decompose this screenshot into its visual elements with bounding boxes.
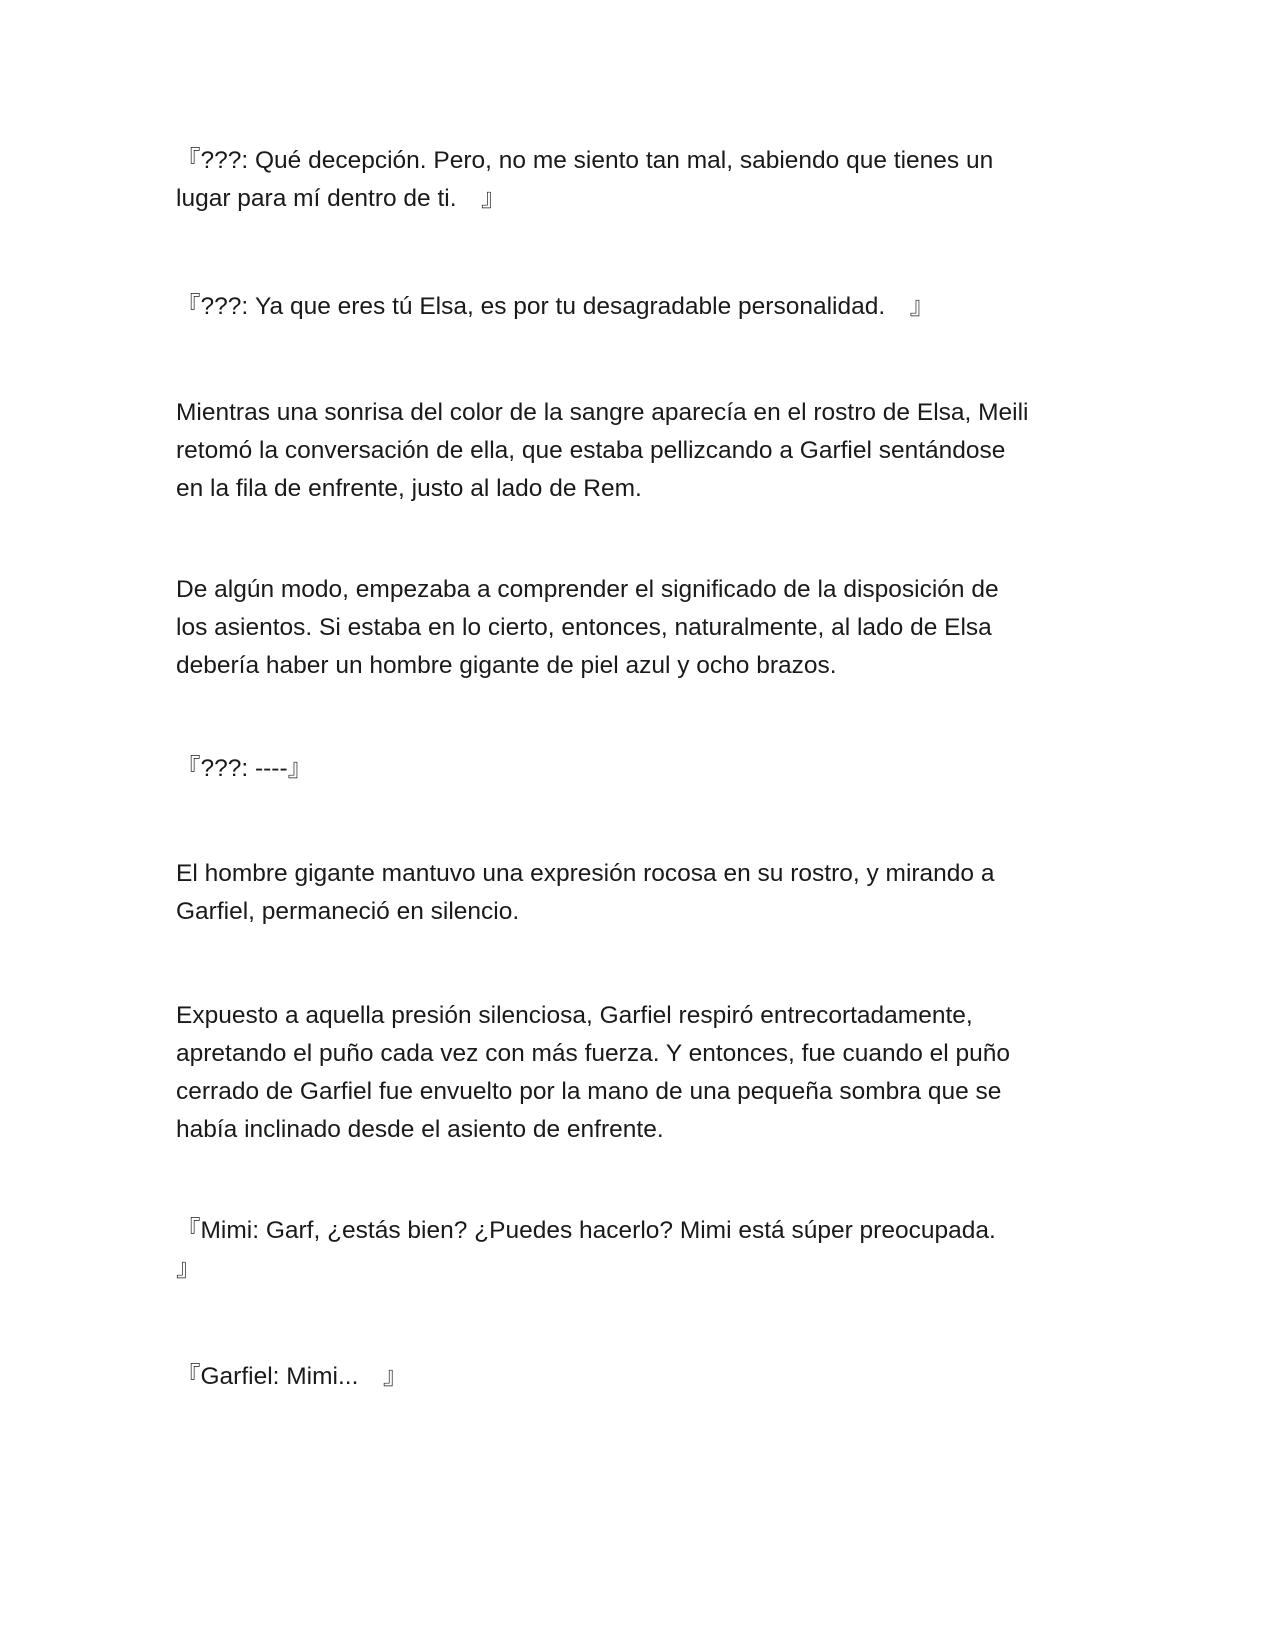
text-line: cerrado de Garfiel fue envuelto por la mano de una pequeña sombra que se (176, 1078, 1002, 1105)
narration-paragraph (176, 571, 1096, 685)
narration-paragraph (176, 394, 1096, 508)
text-line: 『Mimi: Garf, ¿estás bien? ¿Puedes hacerlo? Mimi está súper preocupada. (176, 1217, 996, 1244)
dialogue-paragraph (176, 1212, 1096, 1288)
dialogue-paragraph (176, 750, 1096, 788)
narration-paragraph (176, 997, 1096, 1149)
text-line: había inclinado desde el asiento de enfrente. (176, 1116, 664, 1143)
narration-paragraph (176, 855, 1096, 931)
text-line: en la fila de enfrente, justo al lado de Rem. (176, 475, 642, 502)
text-line: 』 (176, 1255, 201, 1282)
text-line: De algún modo, empezaba a comprender el significado de la disposición de (176, 576, 999, 603)
text-line: Garfiel, permaneció en silencio. (176, 898, 520, 925)
text-line: retomó la conversación de ella, que estaba pellizcando a Garfiel sentándose (176, 437, 1006, 464)
dialogue-paragraph (176, 288, 1096, 326)
text-line: debería haber un hombre gigante de piel azul y ocho brazos. (176, 652, 837, 679)
text-line: los asientos. Si estaba en lo cierto, entonces, naturalmente, al lado de Elsa (176, 614, 992, 641)
dialogue-paragraph (176, 142, 1096, 218)
text-line: lugar para mí dentro de ti. 』 (176, 185, 506, 212)
text-line: El hombre gigante mantuvo una expresión rocosa en su rostro, y mirando a (176, 860, 995, 887)
text-line: 『???: Qué decepción. Pero, no me siento tan mal, sabiendo que tienes un (176, 147, 994, 174)
text-line: 『Garfiel: Mimi... 』 (176, 1363, 408, 1390)
text-line: 『???: ----』 (176, 755, 313, 782)
text-line: apretando el puño cada vez con más fuerza. Y entonces, fue cuando el puño (176, 1040, 1011, 1067)
dialogue-paragraph (176, 1358, 1096, 1396)
text-line: Mientras una sonrisa del color de la sangre aparecía en el rostro de Elsa, Meili (176, 399, 1029, 426)
text-line: 『???: Ya que eres tú Elsa, es por tu desagradable personalidad. 』 (176, 293, 935, 320)
text-line: Expuesto a aquella presión silenciosa, Garfiel respiró entrecortadamente, (176, 1002, 973, 1029)
